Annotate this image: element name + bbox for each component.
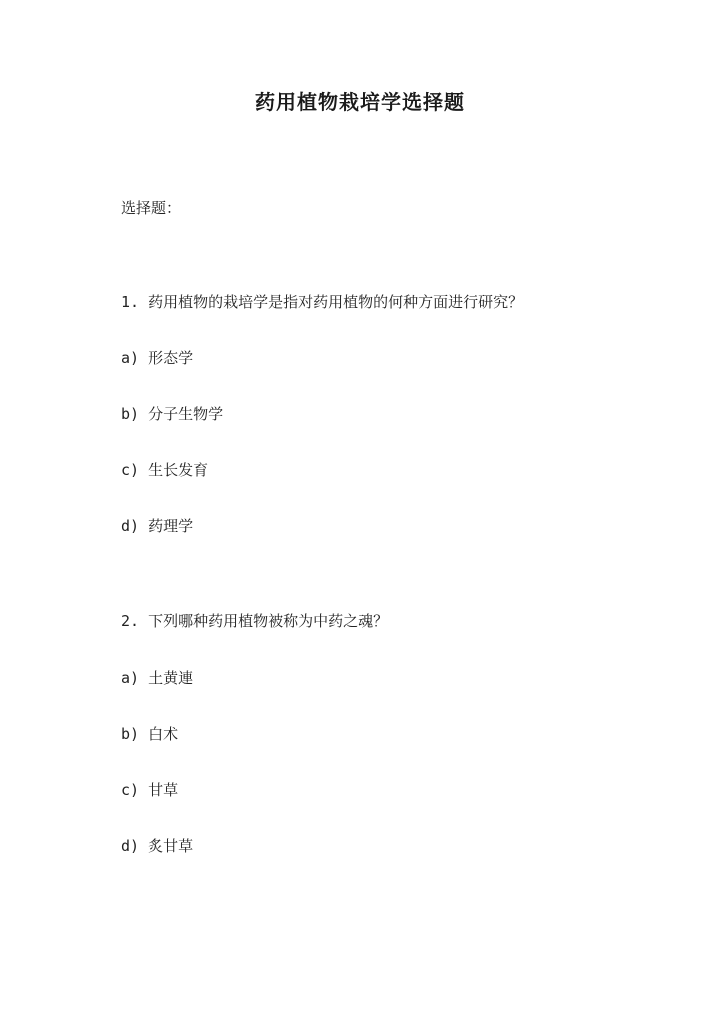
question-2-option-c: c) 甘草 (121, 781, 179, 799)
question-2-option-d: d) 炙甘草 (121, 837, 194, 855)
question-2-stem: 2. 下列哪种药用植物被称为中药之魂？ (121, 612, 389, 630)
question-1-option-b: b) 分子生物学 (121, 405, 224, 423)
section-label: 选择题： (121, 199, 182, 217)
question-2-option-b: b) 白术 (121, 725, 179, 743)
question-1-stem: 1. 药用植物的栽培学是指对药用植物的何种方面进行研究？ (121, 293, 524, 311)
question-1-option-a: a) 形态学 (121, 349, 194, 367)
question-1-option-d: d) 药理学 (121, 517, 194, 535)
document-title: 药用植物栽培学选择题 (255, 90, 465, 114)
question-1-option-c: c) 生长发育 (121, 461, 209, 479)
question-2-option-a: a) 土黄連 (121, 669, 194, 687)
